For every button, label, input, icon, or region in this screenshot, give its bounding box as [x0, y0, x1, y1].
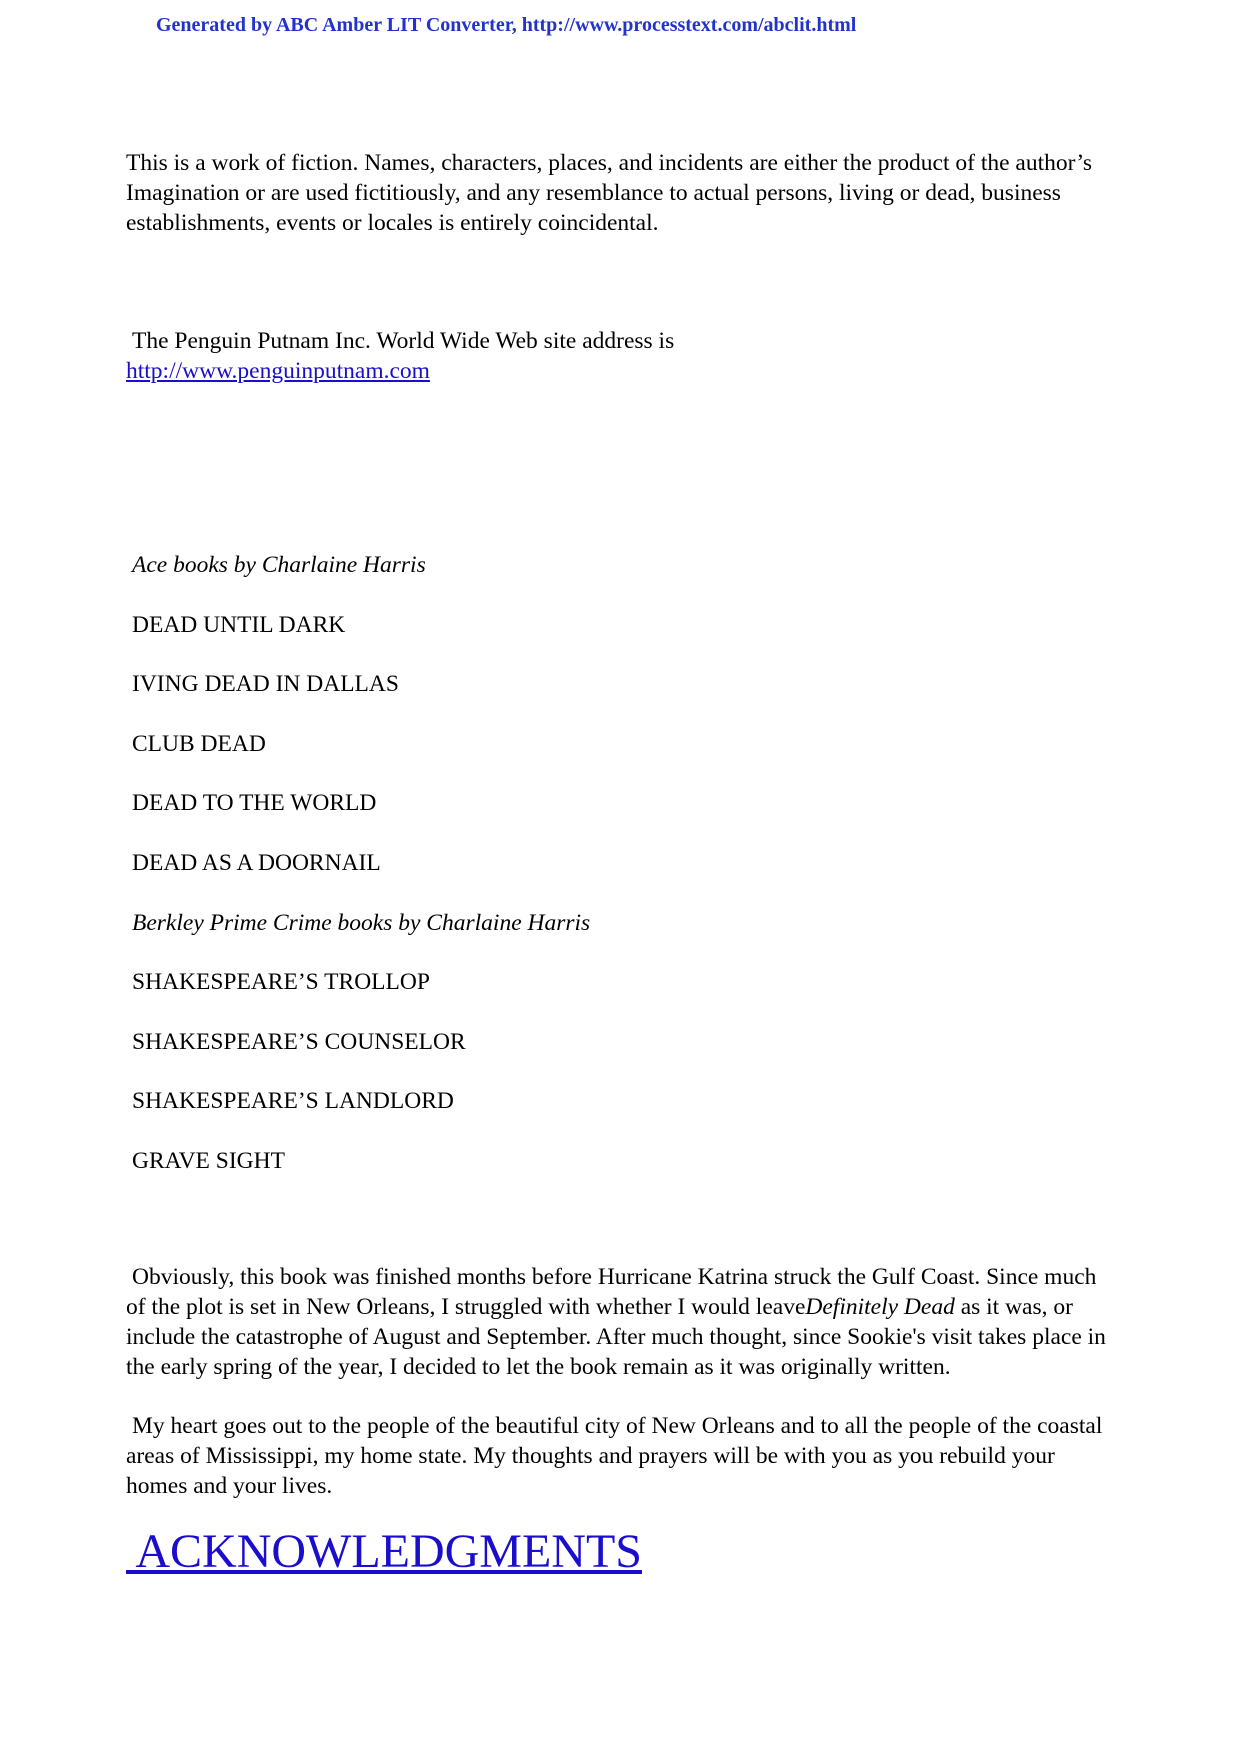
book-title: DEAD AS A DOORNAIL — [132, 849, 381, 876]
book-title: SHAKESPEARE’S TROLLOP — [132, 969, 430, 996]
book-title: IVING DEAD IN DALLAS — [132, 671, 399, 698]
book-list-heading: Berkley Prime Crime books by Charlaine Harris — [132, 909, 591, 936]
converter-header: Generated by ABC Amber LIT Converter, http://www.processtext.com/abclit.html — [156, 14, 857, 36]
book-title: SHAKESPEARE’S LANDLORD — [132, 1088, 454, 1115]
book-title: GRAVE SIGHT — [132, 1147, 285, 1174]
book-title: CLUB DEAD — [132, 730, 266, 757]
books-by-author-list — [132, 550, 590, 1206]
publisher-website-link[interactable]: http://www.penguinputnam.com — [126, 358, 430, 384]
book-title: DEAD TO THE WORLD — [132, 790, 377, 817]
heart-note-text: My heart goes out to the people of the beautiful city of New Orleans and to all the people of the coastal areas of Mississippi, my home state. My thoughts and prayers will be with you as you rebuild your homes and your lives. — [126, 1413, 1103, 1499]
book-title-definitely-dead: Definitely Dead — [805, 1294, 955, 1320]
book-title: DEAD UNTIL DARK — [132, 611, 346, 638]
book-list-heading: Ace books by Charlaine Harris — [132, 552, 426, 578]
katrina-note-text-before: Obviously, this book was finished months before Hurricane Katrina struck the Gulf Coast. Since much of the plot is set in New Orleans, I struggled with whether I would leave — [126, 1264, 1097, 1320]
fiction-notice: This is a work of fiction. Names, characters, places, and incidents are either the product of the author’s Imagination or are used fictitiously, and any resemblance to actual persons, living or dead, business establishments, events or locales is entirely coincidental. — [126, 150, 1092, 236]
acknowledgments-link[interactable]: ACKNOWLEDGMENTS — [126, 1525, 642, 1578]
website-lead-text: The Penguin Putnam Inc. World Wide Web site address is — [132, 328, 675, 354]
book-title: SHAKESPEARE’S COUNSELOR — [132, 1028, 466, 1055]
katrina-note-text-after: as it was, or include the catastrophe of August and September. After much thought, since Sookie's visit takes place in the early spring of the year, I decided to let the book remain as it was originally written. — [126, 1294, 1106, 1380]
website-notice — [126, 326, 674, 386]
heart-note — [126, 1411, 1116, 1501]
katrina-note — [126, 1262, 1116, 1382]
